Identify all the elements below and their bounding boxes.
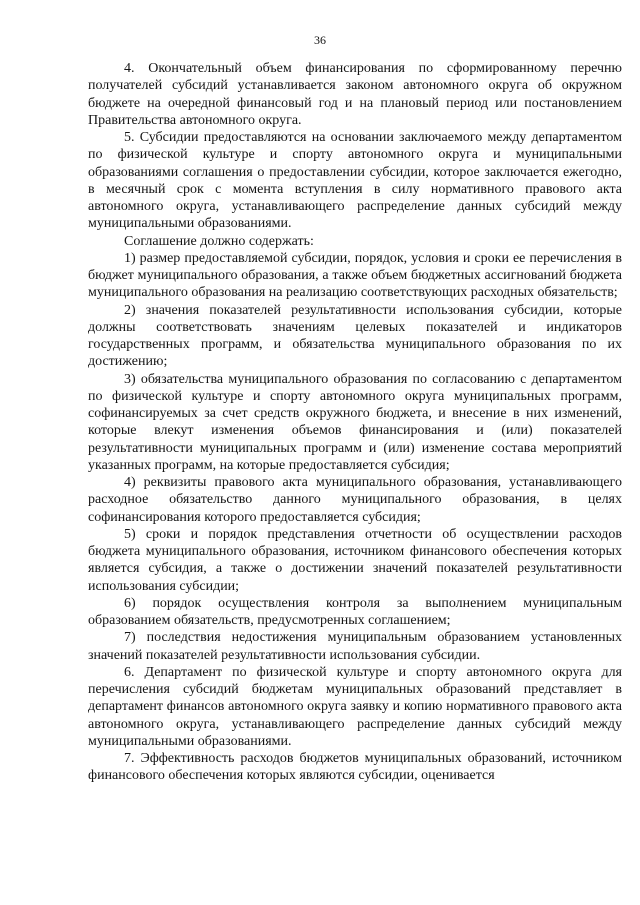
paragraph-item-1: 1) размер предоставляемой субсидии, порядок, условия и сроки ее перечисления в бюджет муниципального образования, а также объем бюджетных ассигнований бюджета муниципального образования на реализацию соответствующих расходных обязательств; <box>88 250 622 301</box>
paragraph-item-3: 3) обязательства муниципального образования по согласованию с департаментом по физической культуре и спорту автономного округа муниципальных программ, софинансируемых за счет средств окружного бюджета, и внесение в них изменений, которые влекут изменения объемов финансирования и (или) показателей результативности муниципальных программ и (или) изменение состава мероприятий указанных программ, на которые предоставляется субсидия; <box>88 371 622 473</box>
paragraph-clause-6: 6. Департамент по физической культуре и спорту автономного округа для перечисления субсидий бюджетам муниципальных образований представляет в департамент финансов автономного округа заявку и копию нормативного правового акта автономного округа, устанавливающего распределение данных субсидий между муниципальными образованиями. <box>88 664 622 749</box>
paragraph-item-7: 7) последствия недостижения муниципальным образованием установленных значений показателей результативности использования субсидии. <box>88 630 622 663</box>
paragraph-item-5: 5) сроки и порядок представления отчетности об осуществлении расходов бюджета муниципального образования, источником финансового обеспечения которых является субсидия, а также о достижении значений показателей результативности использования субсидии; <box>88 526 622 594</box>
paragraph-clause-5: 5. Субсидии предоставляются на основании заключаемого между департаментом по физической культуре и спорту автономного округа и муниципальными образованиями соглашения о предоставлении субсидии, которое заключается ежегодно, в месячный срок с момента вступления в силу нормативного правового акта автономного округа, устанавливающего распределение данных субсидий между муниципальными образованиями. <box>88 130 622 232</box>
paragraph-clause-4: 4. Окончательный объем финансирования по сформированному перечню получателей субсидий устанавливается законом автономного округа об окружном бюджете на очередной финансовый год и на плановый период или постановлением Правительства автономного округа. <box>88 61 622 128</box>
paragraph-clause-7: 7. Эффективность расходов бюджетов муниципальных образований, источником финансового обеспечения которых являются субсидии, оценивается <box>88 751 622 784</box>
paragraph-agreement-intro: Соглашение должно содержать: <box>124 233 314 249</box>
paragraph-item-6: 6) порядок осуществления контроля за выполнением муниципальным образованием обязательств, предусмотренных соглашением; <box>88 595 622 628</box>
document-body <box>88 60 622 785</box>
paragraph-item-4: 4) реквизиты правового акта муниципального образования, устанавливающего расходное обязательство данного муниципального образования, в целях софинансирования которого предоставляется субсидия; <box>88 475 622 525</box>
page-number: 36 <box>314 33 326 47</box>
paragraph-item-2: 2) значения показателей результативности использования субсидии, которые должны соответствовать значениям целевых показателей и индикаторов государственных программ, и обязательства муниципального образования по их достижению; <box>88 302 622 370</box>
